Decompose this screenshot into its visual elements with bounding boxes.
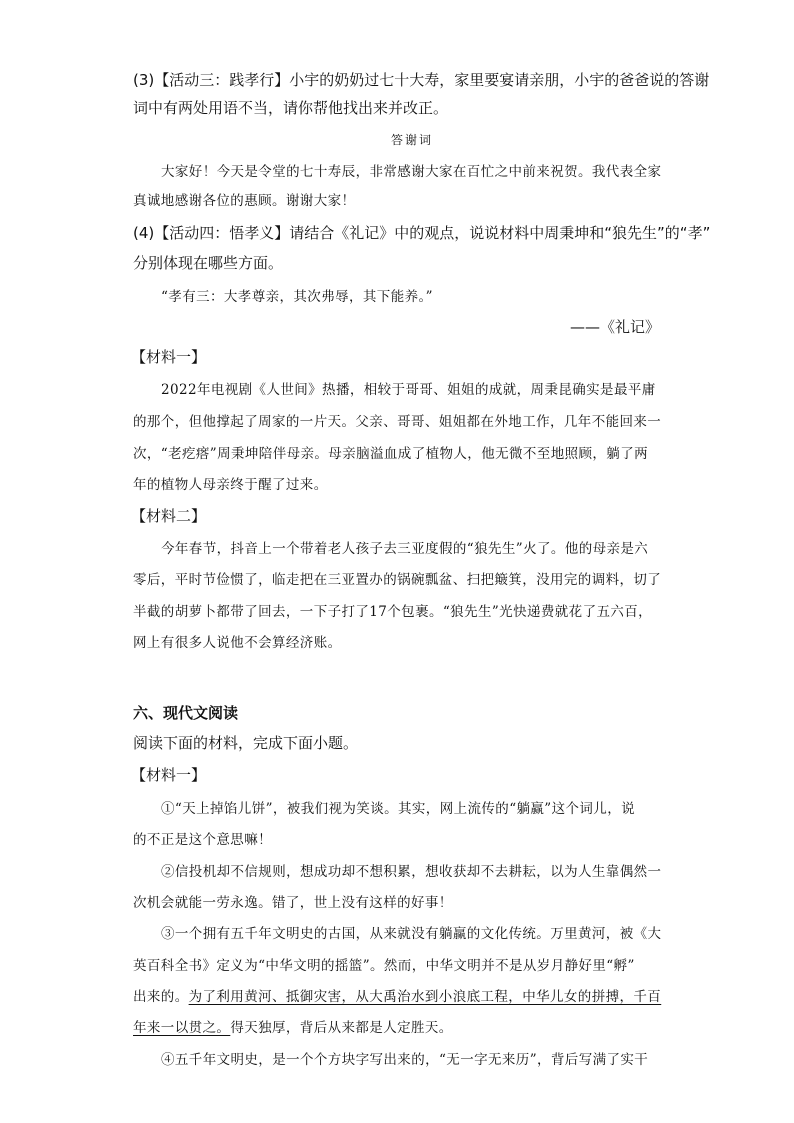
question-3-line-2: 词中有两处用语不当，请你帮他找出来并改正。 [133,99,449,117]
material-1-line: 2022年电视剧《人世间》热播，相较于哥哥、姐姐的成就，周秉昆确实是最平庸 [161,382,656,398]
paragraph-2-line-1: ②信投机却不信规则，想成功却不想积累，想收获却不去耕耘，以为人生靠偶然一 [161,864,662,880]
paragraph-3-line-4-plain: 得天独厚，背后从来都是人定胜天。 [230,1020,453,1036]
material-2-line: 半截的胡萝卜都带了回去，一下子打了17个包裹。“狼先生”光快递费就花了五六百， [133,604,653,620]
paragraph-3-line-1: ③一个拥有五千年文明史的古国，从来就没有躺赢的文化传统。万里黄河，被《大 [161,926,662,942]
material-2-line: 网上有很多人说他不会算经济账。 [133,635,342,651]
paragraph-3-line-3-plain: 出来的。 [133,989,189,1005]
material-1-line: 次，“老疙瘩”周秉坤陪伴母亲。母亲脑溢血成了植物人，他无微不至地照顾，躺了两 [133,446,649,462]
underlined-sentence-part-1: 为了利用黄河、抵御灾害，从大禹治水到小浪底工程，中华儿女的拼搏，千百 [188,989,662,1005]
speech-line-2: 真诚地感谢各位的惠顾。谢谢大家！ [133,193,356,209]
section-6-heading: 六、现代文阅读 [133,704,239,722]
section-6-instruction: 阅读下面的材料，完成下面小题。 [133,734,359,752]
question-4-line-1: (4)【活动四：悟孝义】请结合《礼记》中的观点，说说材料中周秉坤和“狼先生”的“孝” [133,224,711,242]
question-3-line-1: (3)【活动三：践孝行】小宇的奶奶过七十大寿，家里要宴请亲朋，小宇的爸爸说的答谢 [133,71,710,89]
question-4-line-2: 分别体现在哪些方面。 [133,254,284,272]
section-6-material-heading: 【材料一】 [131,766,207,784]
paragraph-4-line-1: ④五千年文明史，是一个个方块字写出来的，“无一字无来历”，背后写满了实干 [161,1052,649,1068]
paragraph-1-line-1: ①“天上掉馅儿饼”，被我们视为笑谈。其实，网上流传的“躺赢”这个词儿，说 [161,801,636,817]
paragraph-3-line-2: 英百科全书》定义为“中华文明的摇篮”。然而，中华文明并不是从岁月静好里“孵” [133,958,635,974]
underlined-sentence-part-2: 年来一以贯之。 [133,1020,231,1036]
liji-source: ——《礼记》 [569,318,660,336]
material-2-line: 零后，平时节俭惯了，临走把在三亚置办的锅碗瓢盆、扫把簸箕，没用完的调料，切了 [133,572,662,588]
paragraph-3-line-3 [133,985,661,1005]
material-1-line: 的那个，但他撑起了周家的一片天。父亲、哥哥、姐姐都在外地工作，几年不能回来一 [133,414,662,430]
paragraph-2-line-2: 次机会就能一劳永逸。错了，世上没有这样的好事！ [133,895,453,911]
speech-title: 答谢词 [391,133,434,147]
liji-quote: “孝有三：大孝尊亲，其次弗辱，其下能养。” [161,289,433,305]
material-1-line: 年的植物人母亲终于醒了过来。 [133,477,328,493]
material-2-heading: 【材料二】 [131,507,207,525]
paragraph-3-line-4 [133,1016,453,1036]
speech-line-1: 大家好！今天是令堂的七十寿辰，非常感谢大家在百忙之中前来祝贺。我代表全家 [161,164,662,180]
paragraph-1-line-2: 的不正是这个意思嘛！ [133,832,272,848]
material-2-line: 今年春节，抖音上一个带着老人孩子去三亚度假的“狼先生”火了。他的母亲是六 [161,541,649,557]
material-1-heading: 【材料一】 [131,348,207,366]
